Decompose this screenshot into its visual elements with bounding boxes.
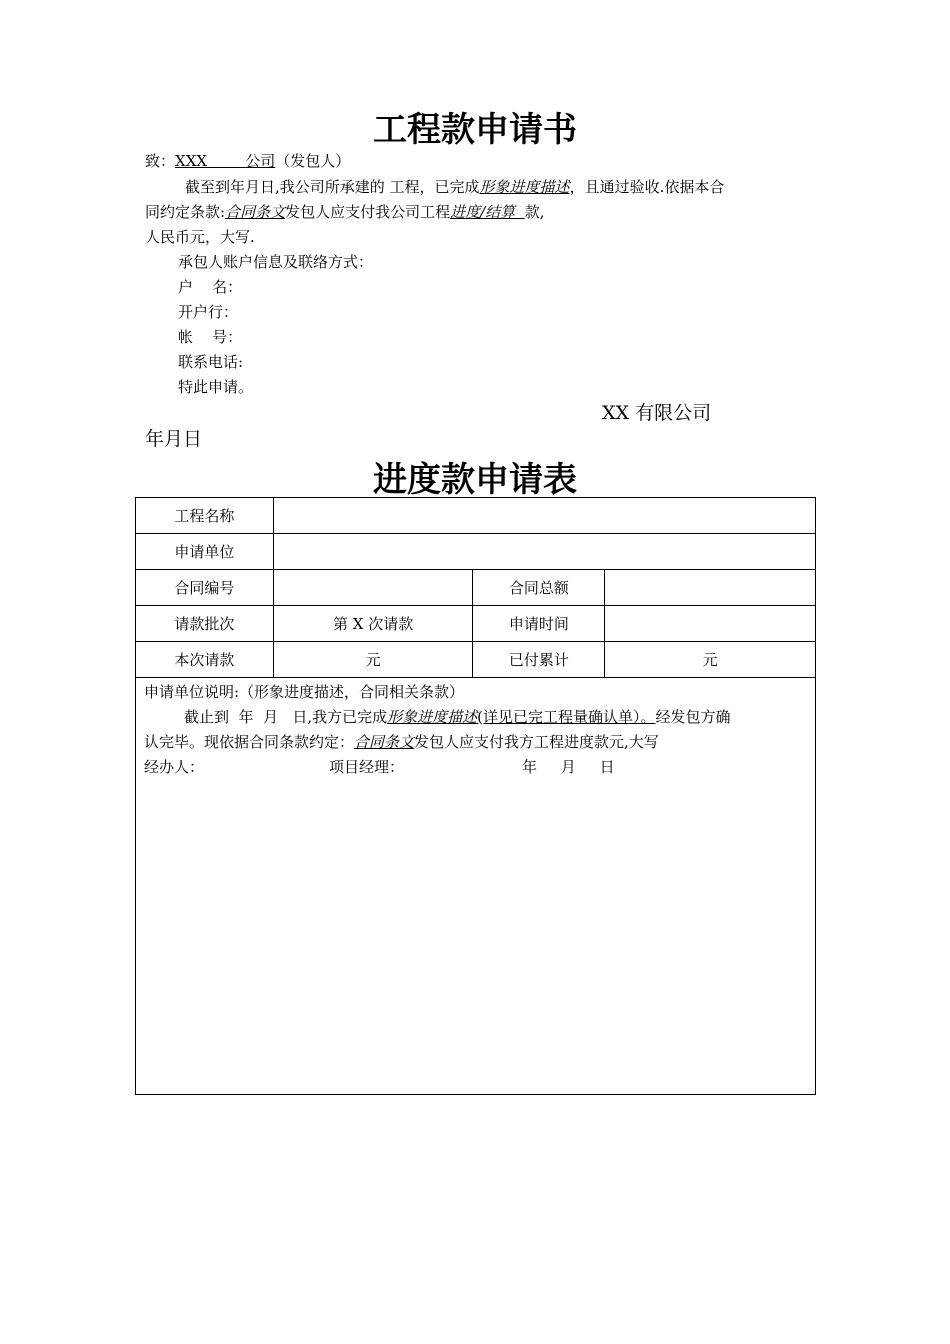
note-date-label: 年 月 日 [522, 758, 615, 776]
batch-label: 请款批次 [136, 606, 274, 642]
signature-date: 年月日 [145, 428, 203, 450]
note-line-1 [144, 705, 807, 730]
recipient-suffix: （发包人） [275, 152, 351, 170]
note-line2-text-a: 认完毕。现依据合同条款约定： [144, 733, 355, 751]
progress-payment-form [135, 497, 816, 1095]
paid-total-label: 已付累计 [473, 642, 605, 678]
note-line1-text-b: 经发包方确 [655, 708, 731, 726]
recipient-company-word: 公司 [245, 152, 276, 170]
para1-text-a: 截至到年月日,我公司所承建的 工程，已完成 [185, 178, 480, 196]
recipient-company-blank: XXX [175, 152, 246, 170]
note-line-2 [144, 730, 807, 755]
para2-text-c: 款, [524, 203, 545, 221]
form-title: 进度款申请表 [373, 460, 577, 500]
contract-no-label: 合同编号 [136, 570, 274, 606]
letter-paragraph-1 [185, 175, 724, 200]
contract-total-field[interactable] [605, 570, 816, 606]
recipient-prefix: 致： [145, 152, 176, 170]
recipient-line [145, 149, 350, 174]
note-line1-text-a: 截止到 年 月 日,我方已完成 [184, 708, 388, 726]
letter-paragraph-3: 人民币元，大写. [145, 228, 255, 246]
apply-time-label: 申请时间 [473, 606, 605, 642]
batch-value[interactable]: 第 X 次请款 [273, 606, 473, 642]
bank-label: 开户行： [178, 303, 239, 321]
account-number-label: 帐 号： [178, 328, 243, 346]
apply-time-field[interactable] [605, 606, 816, 642]
note-cell[interactable] [136, 678, 816, 1095]
note-line2-text-b: 发包人应支付我方工程进度款元,大写 [414, 733, 659, 751]
para2-type-field: 进度/结算 [450, 203, 525, 221]
note-signatures [144, 755, 807, 780]
applicant-field[interactable] [273, 534, 815, 570]
applicant-label: 申请单位 [136, 534, 274, 570]
row-batch [136, 606, 816, 642]
para2-clause-field: 合同条文 [225, 203, 286, 221]
account-intro: 承包人账户信息及联络方式： [178, 253, 374, 271]
current-amount-field[interactable]: 元 [273, 642, 473, 678]
para1-text-b: ，且通过验收.依据本合 [569, 178, 725, 196]
row-amount [136, 642, 816, 678]
row-contract [136, 570, 816, 606]
note-line2-clause-field: 合同条文 [354, 733, 415, 751]
row-note [136, 678, 816, 1095]
note-line1-progress-field: 形象进度描述 [387, 708, 478, 726]
phone-label: 联系电话: [178, 353, 244, 371]
letter-paragraph-2 [145, 200, 544, 225]
letter-title: 工程款申请书 [373, 110, 577, 150]
para2-text-a: 同约定条款: [145, 203, 226, 221]
account-name-label: 户 名： [178, 278, 243, 296]
contract-total-label: 合同总额 [473, 570, 605, 606]
row-applicant [136, 534, 816, 570]
row-project-name [136, 498, 816, 534]
para1-progress-field: 形象进度描述 [479, 178, 570, 196]
note-line1-detail: (详见已完工程量确认单）。 [477, 708, 656, 726]
current-amount-label: 本次请款 [136, 642, 274, 678]
signature-company: XX 有限公司 [602, 402, 712, 424]
para2-text-b: 发包人应支付我公司工程 [285, 203, 451, 221]
contract-no-field[interactable] [273, 570, 473, 606]
note-heading: 申请单位说明:（形象进度描述，合同相关条款） [144, 683, 465, 701]
project-name-field[interactable] [273, 498, 815, 534]
project-manager-label: 项目经理： [329, 758, 405, 776]
project-name-label: 工程名称 [136, 498, 274, 534]
handler-label: 经办人： [144, 758, 205, 776]
paid-total-field[interactable]: 元 [605, 642, 816, 678]
closing-text: 特此申请。 [178, 378, 254, 396]
